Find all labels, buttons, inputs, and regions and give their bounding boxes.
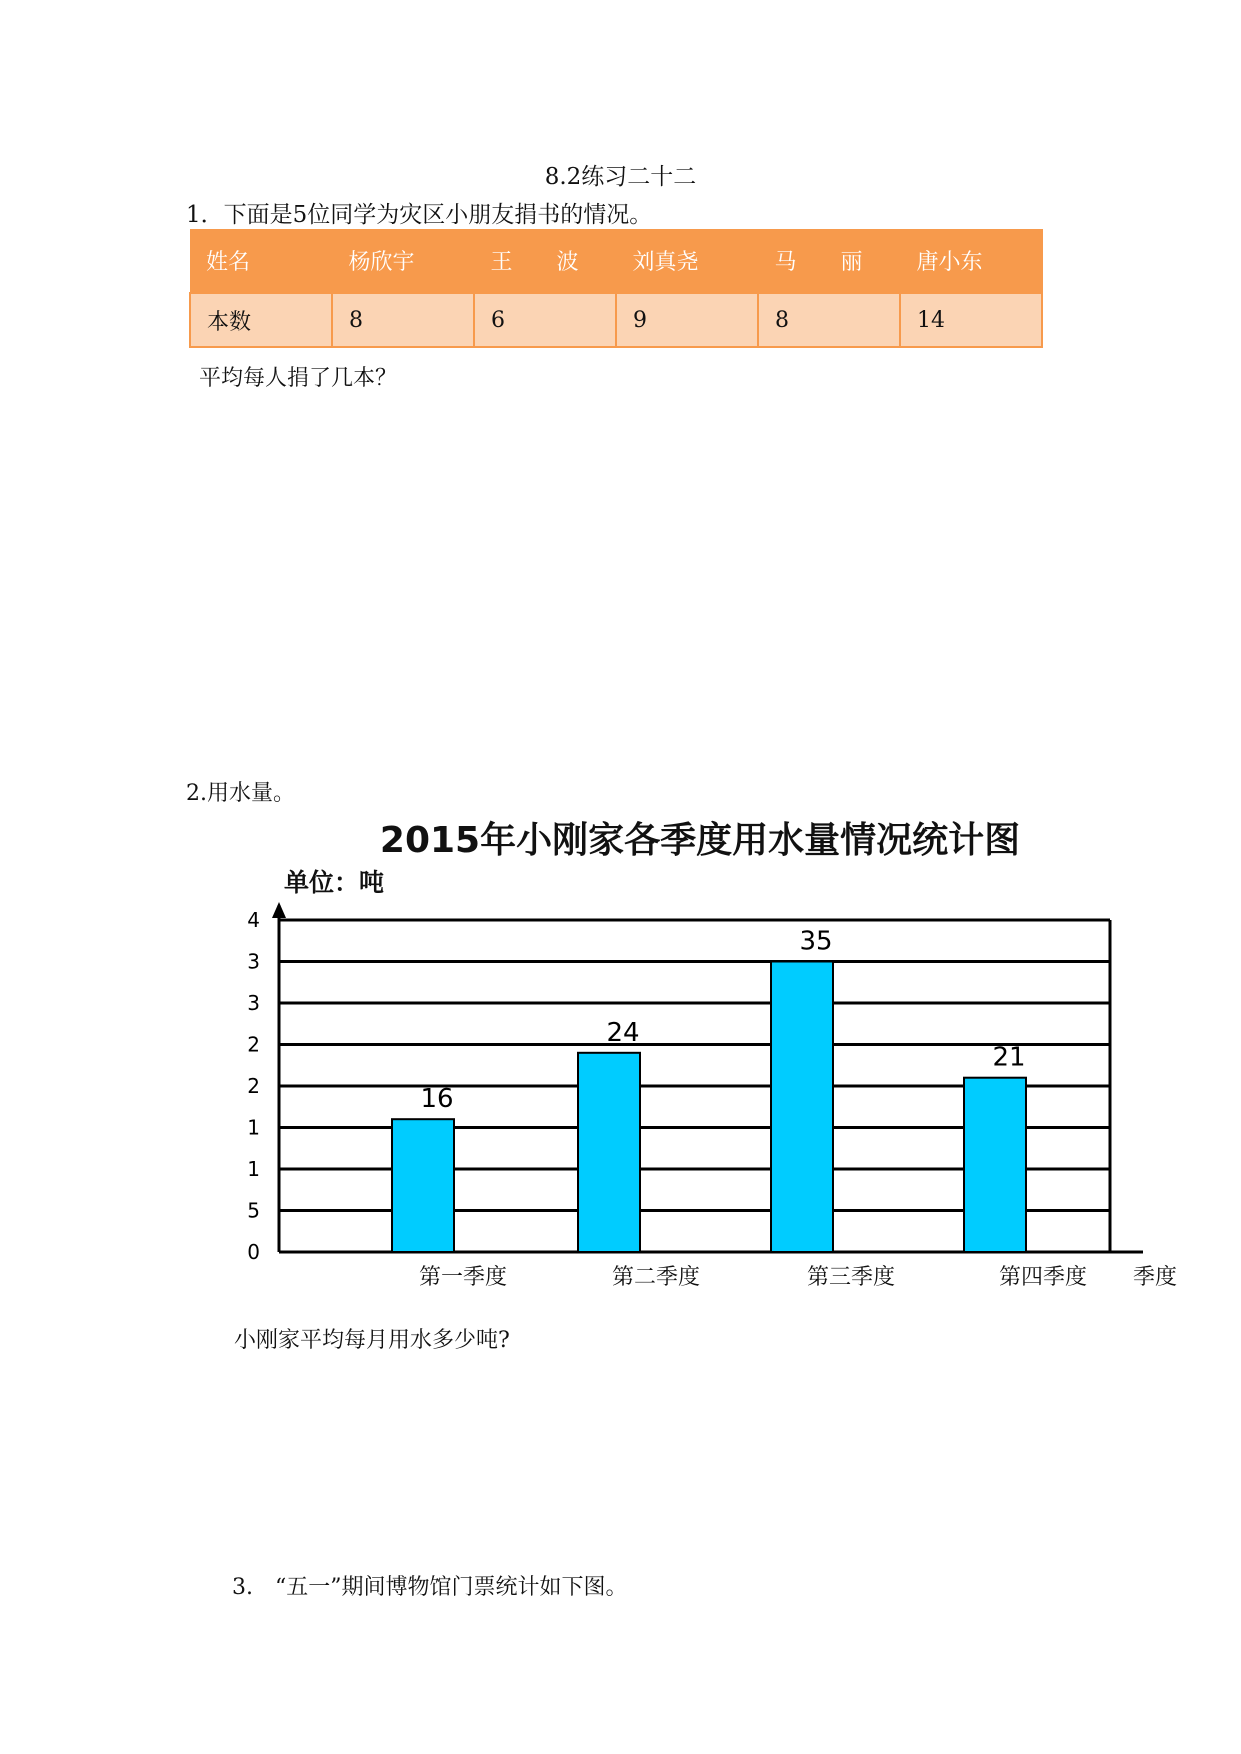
y-tick-label: 1 <box>247 1157 260 1181</box>
question-2-prompt: 2.用水量。 <box>186 781 295 806</box>
table-header-cell: 刘真尧 <box>616 229 758 293</box>
y-tick-label: 2 <box>247 1032 260 1057</box>
bar-data-label: 35 <box>799 926 833 957</box>
y-tick-label: 2 <box>247 1074 260 1098</box>
y-tick-label: 4 <box>247 908 260 932</box>
table-cell: 6 <box>474 293 616 347</box>
y-tick-label: 3 <box>247 991 260 1015</box>
table-cell: 9 <box>616 293 758 347</box>
bar <box>578 1053 640 1252</box>
x-category-label: 第二季度 <box>611 1265 701 1290</box>
x-axis-label: 季度 <box>1132 1265 1178 1290</box>
y-tick-label: 5 <box>247 1198 260 1223</box>
bar <box>964 1078 1026 1252</box>
x-category-label: 第四季度 <box>998 1265 1088 1290</box>
y-tick-label: 0 <box>247 1240 260 1264</box>
table-header-cell: 姓名 <box>190 229 332 293</box>
table-header-cell: 马 丽 <box>758 229 900 293</box>
question-2-ask: 小刚家平均每月用水多少吨? <box>234 1328 510 1353</box>
question-1-prompt: 1．下面是5位同学为灾区小朋友捐书的情况。 <box>186 202 653 228</box>
question-1-ask: 平均每人捐了几本？ <box>199 366 398 391</box>
bar <box>771 962 833 1253</box>
table-header-cell: 王 波 <box>474 229 616 293</box>
bar-data-label: 21 <box>992 1042 1026 1073</box>
table-cell: 14 <box>900 293 1042 347</box>
y-tick-label: 3 <box>247 949 260 974</box>
page-title: 8.2练习二十二 <box>544 164 697 190</box>
table-cell: 8 <box>758 293 900 347</box>
x-category-label: 第三季度 <box>806 1265 896 1290</box>
bar-data-label: 16 <box>420 1084 454 1115</box>
bar <box>392 1119 454 1252</box>
question-3-prompt: 3. “五一”期间博物馆门票统计如下图。 <box>232 1575 628 1600</box>
x-category-label: 第一季度 <box>418 1265 508 1290</box>
chart-unit-label: 单位：吨 <box>284 868 385 897</box>
table-cell: 8 <box>332 293 474 347</box>
table-header-cell: 唐小东 <box>900 229 1042 293</box>
table-cell: 本数 <box>190 293 332 347</box>
chart-title: 2015年小刚家各季度用水量情况统计图 <box>379 820 1021 861</box>
bar-data-label: 24 <box>606 1017 640 1048</box>
table-header-cell: 杨欣宇 <box>332 229 474 293</box>
y-axis-arrow <box>272 902 286 918</box>
y-tick-label: 1 <box>247 1115 260 1140</box>
